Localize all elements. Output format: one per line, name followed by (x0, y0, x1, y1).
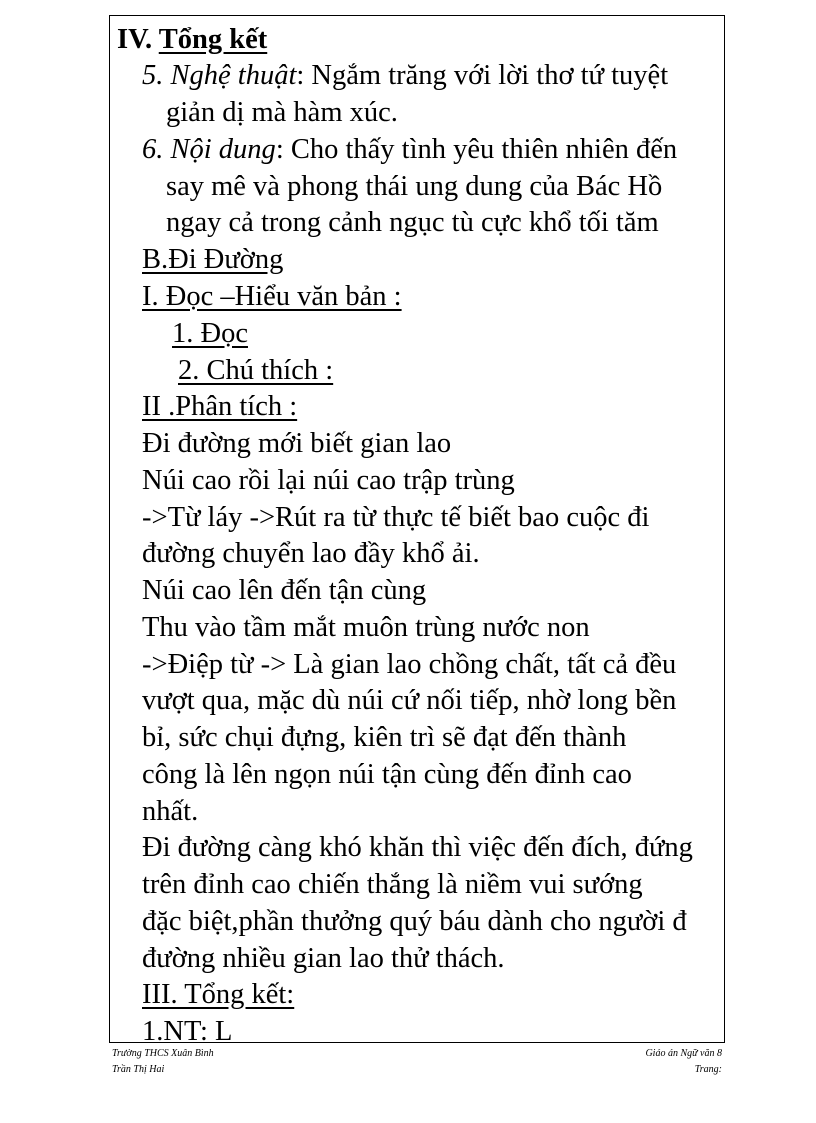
section-iv-title: Tổng kết (158, 24, 268, 55)
body-line: nhất. (142, 796, 199, 827)
subsection-reading: 1. Đọc (172, 318, 248, 349)
nt-label: 1.NT (142, 1016, 200, 1043)
body-line: trên đỉnh cao chiến thắng là niềm vui sướng (142, 869, 643, 900)
item-content-continued-1: say mê và phong thái ung dung của Bác Hồ (166, 171, 663, 202)
body-line: Đi đường mới biết gian lao (142, 428, 452, 459)
body-line: công là lên ngọn núi tận cùng đến đỉnh cao (142, 759, 632, 790)
section-iii-heading: III. Tổng kết: (142, 979, 295, 1010)
subsection-notes: 2. Chú thích : (178, 355, 334, 386)
footer-teacher: Trần Thị Hai (112, 1064, 165, 1075)
nt-text: : L (199, 1016, 233, 1043)
section-iv-heading (117, 22, 267, 58)
body-line: Núi cao rồi lại núi cao trập trùng (142, 465, 515, 496)
body-line: vượt qua, mặc dù núi cứ nối tiếp, nhờ long bền (142, 685, 677, 716)
body-line: ->Từ láy ->Rút ra từ thực tế biết bao cuộc đi (142, 502, 650, 533)
body-line: đặc biệt,phần thưởng quý báu dành cho người đ (142, 906, 687, 937)
item-art-text: : Ngắm trăng với lời thơ tứ tuyệt (296, 60, 669, 91)
part-b-title: B.Đi Đường (142, 244, 284, 275)
item-content-text: : Cho thấy tình yêu thiên nhiên đến (275, 134, 678, 165)
body-line: Thu vào tầm mắt muôn trùng nước non (142, 612, 590, 643)
footer-subject: Giáo án Ngữ văn 8 (645, 1048, 722, 1059)
footer-page: Trang: (694, 1064, 722, 1075)
footer-left (112, 1046, 214, 1078)
body-line: bỉ, sức chụi đựng, kiên trì sẽ đạt đến thành (142, 722, 627, 753)
section-i-heading: I. Đọc –Hiểu văn bản : (142, 281, 402, 312)
footer-school: Trường THCS Xuân Bình (112, 1048, 214, 1059)
item-art-label: 5. Nghệ thuật (142, 60, 297, 91)
section-iv-number: IV. (117, 24, 153, 55)
body-line: đường chuyển lao đầy khổ ải. (142, 538, 480, 569)
document-content (110, 16, 724, 1042)
body-line: ->Điệp từ -> Là gian lao chồng chất, tất cả đều (142, 649, 677, 680)
body-line: đường nhiều gian lao thử thách. (142, 943, 505, 974)
section-ii-heading: II .Phân tích : (142, 391, 298, 422)
body-line: Núi cao lên đến tận cùng (142, 575, 427, 606)
footer-right (645, 1046, 722, 1078)
body-line: Đi đường càng khó khăn thì việc đến đích, đứng (142, 832, 693, 863)
item-art-continued: giản dị mà hàm xúc. (166, 97, 398, 128)
item-art (142, 58, 668, 94)
nt-line (142, 1014, 232, 1043)
item-content-label: 6. Nội dung (142, 134, 276, 165)
item-content (142, 132, 677, 168)
page-frame (109, 15, 725, 1043)
item-content-continued-2: ngay cả trong cảnh ngục tù cực khổ tối tăm (166, 207, 659, 238)
